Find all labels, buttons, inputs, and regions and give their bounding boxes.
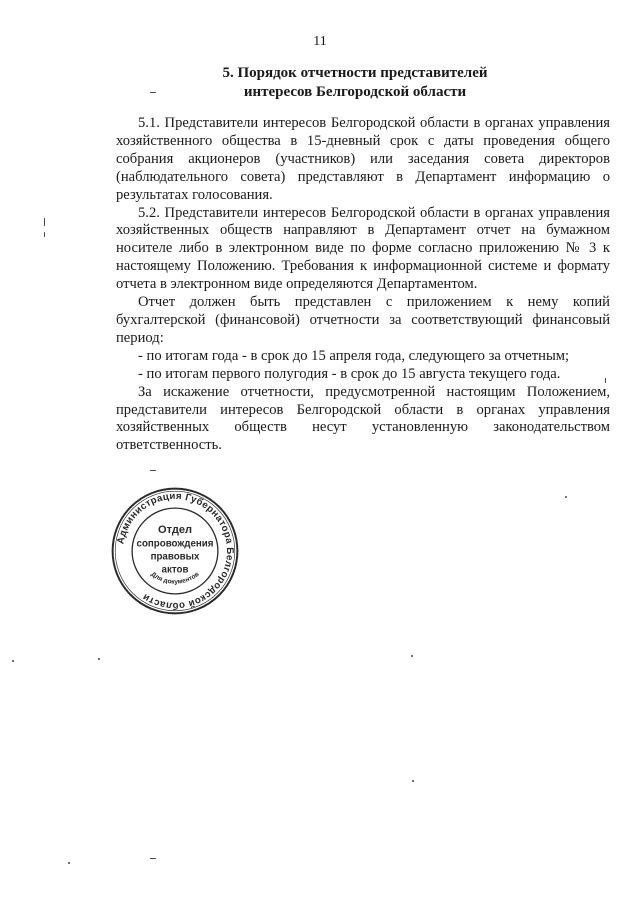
scan-mark [44,232,45,237]
paragraph-report-requirements: Отчет должен быть представлен с приложением к нему копий бухгалтерской (финансовой) отчетности за соответствующий финансовый период: [116,294,610,346]
section-title [100,64,610,102]
scan-mark [565,496,567,498]
scan-mark [44,218,45,226]
paragraph-5-2: 5.2. Представители интересов Белгородской области в органах управления хозяйственных обществ направляют в Департамент отчет на бумажном носителе либо в электронном виде по форме согласно приложению № 3 к настоящему Положению. Требования к информационной системе и формату отчета в электронном виде определяются Департаментом. [116,204,610,293]
list-item-half-year: - по итогам первого полугодия - в срок до 15 августа текущего года. [138,365,561,382]
stamp-outer-text: Администрация Губернатора Белгородской области [115,490,236,612]
scan-mark [150,470,156,471]
paragraph-5-1: 5.1. Представители интересов Белгородской области в органах управления хозяйственного общества в 15-дневный срок с даты проведения общего собрания акционеров (участников) или заседания совета директоров (наблюдательного совета) представляют в Департамент информацию о результатах голосования. [116,115,610,203]
list-item-annual: - по итогам года - в срок до 15 апреля года, следующего за отчетным; [138,347,570,364]
stamp-seal-graphic [110,486,240,616]
svg-text:сопровождения: сопровождения [136,538,214,550]
paragraph-responsibility: За искажение отчетности, предусмотренной настоящим Положением, представители интересов Белгородской области в органах управления хозяйственных обществ несут установленную законодательством ответственность. [116,383,610,454]
svg-text:актов: актов [161,564,189,576]
document-body [116,115,610,455]
section-title-line-2: интересов Белгородской области [243,84,467,100]
scan-mark [150,858,156,859]
section-title-line-1: 5. Порядок отчетности представителей [222,65,488,81]
scan-mark [12,660,14,662]
svg-text:Отдел: Отдел [158,523,192,536]
scan-mark [68,862,70,864]
official-stamp [110,486,240,616]
scan-mark [98,658,100,660]
scan-mark [605,378,606,383]
scan-mark [150,608,152,610]
scan-mark [412,780,414,782]
scan-mark [150,92,156,93]
scan-mark [411,655,413,657]
svg-text:правовых: правовых [150,551,200,563]
svg-text:Для документов: Для документов [149,570,201,586]
page-number: 11 [313,34,327,49]
